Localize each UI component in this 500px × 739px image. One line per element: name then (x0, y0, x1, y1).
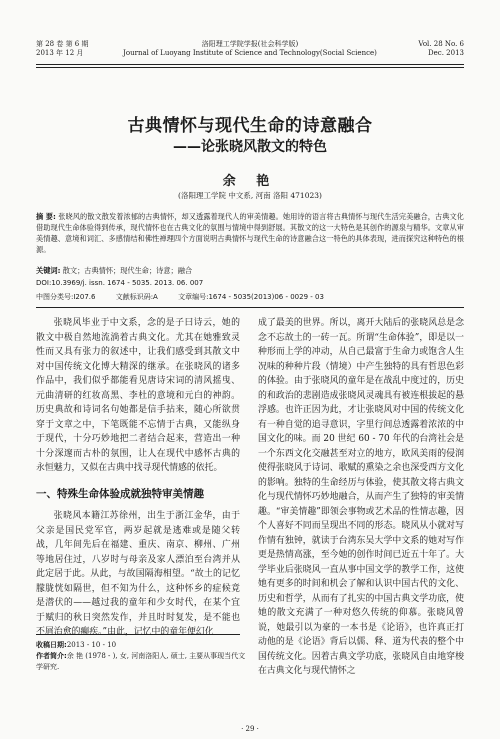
front-matter-rule (36, 307, 464, 308)
author-bio (36, 651, 246, 673)
keywords-label: 关键词: (36, 266, 61, 275)
article-number: 文章编号:1674 - 5035(2013)06 - 0029 - 03 (178, 293, 324, 301)
received-label: 收稿日期: (36, 641, 67, 649)
received-date (36, 640, 246, 651)
keywords-text: 散文；古典情怀；现代生命；诗意；融合 (62, 266, 193, 275)
intro-paragraph: 张晓风毕业于中文系，念的是子曰诗云，她的散文中极自然地流淌着古典文化。尤其在她雅致灵性而又具有张力的叙述中，让我们感受到其散文中对中国传统文化博大精深的继承。在张晓风的诸多作品中，我们似乎都能看见唐诗宋词的清风摇曳、元曲清研的红妆高黑、李杜的意境和元白的神韵。历史典故和诗词名句她都是信手拈来，随心所欲贯穿于文章之中，下笔既能不忘情于古典，又能纵身于现代，十分巧妙地把二者结合起来，营造出一种十分深邃而古朴的氛围，让人在现代中感怀古典的永恒魅力，又似在古典中找寻现代情感的依托。 (36, 318, 240, 473)
left-column-section (36, 509, 240, 640)
right-column (258, 316, 464, 679)
bio-label: 作者简介: (36, 652, 67, 660)
left-column-intro (36, 316, 240, 476)
header-rule-thick (36, 64, 464, 65)
section-paragraph: 张晓风本籍江苏徐州，出生于浙江金华，由于父亲是国民党军官，两岁起就是逃难或是随父转战，几年间先后在福建、重庆、南京、柳州、广州等地居住过，八岁时与母亲及家人漂泊至台湾并从此定居于此。从此，与故国隔海相望。“故土的记忆朦胧恍如隔世，但不知为什么，这种怀乡的症候竟是潜伏的——越过我的童年和少女时代，在某个宜于赋归的秋日突然发作，并且时时复发，是不能也不屑治愈的癫疾。”由此，记忆中的童年便幻化 (36, 511, 240, 637)
right-column-text: 成了最美的世界。所以，离开大陆后的张晓风总是念念不忘故土的一砖一瓦。所谓“生命体验”，即是以一种形而上学的冲动，从自己最富于生命力或饱含人生况味的种种片段（情境）中产生独特的具有哲思色彩的体验。由于张晓风的童年是在战乱中度过的，历史的和政治的悲剧造成张晓风灵魂具有被连根拔起的悬浮感。也许正因为此，才让张晓风对中国的传统文化有一种自觉的追寻意识，字里行间总透露着浓浓的中国文化的味。而 20 世纪 60 - 70 年代的台湾社会是一个东西文化交融甚至对立的地方，欧风美雨的侵润使得张晓风于诗词、歌赋的熏染之余也深受西方文化的影响。独特的生命经历与体验，使其散文将古典文化与现代情怀巧妙地融合，从而产生了独特的审美情趣。“审美情趣”即领会事物或艺术品的性情志趣，因个人喜好不同而呈现出不同的形态。晓风从小就对写作情有独钟，就读于台湾东吴大学中文系的她对写作更是热情高涨，至今她的创作时间已近五十年了。大学毕业后张晓风一直从事中国文学的教学工作，这使她有更多的时间和机会了解和认识中国古代的文化、历史和哲学，从而有了扎实的中国古典文学功底，使她的散文充满了一种对悠久传统的仰慕。张晓风曾说，她最引以为豪的一本书是《论语》，也许真正打动他的是《论语》背后以儒、释、道为代表的整个中国传统文化。因着古典文学功底，张晓风自由地穿梭在古典文化与现代情怀之 (258, 318, 464, 676)
bio-value: 余 艳 (1978 - ), 女, 河南洛阳人, 硕士, 主要从事现当代文学研究. (36, 652, 246, 671)
volume-issue-en (418, 40, 464, 58)
author-affiliation: (洛阳理工学院 中文系, 河南 洛阳 471023) (178, 191, 322, 200)
running-header (36, 40, 464, 66)
volume-en: Vol. 28 No. 6 (418, 40, 464, 48)
abstract-text: 张晓风的散文散发着浓郁的古典情怀，却又透露着现代人的审美情趣。她用诗的语言将古典情怀与现代生活完美融合，古典文化借助现代生命体验得到传承，现代情怀也在古典文化的氛围与情境中得到舒展。其散文的这一大特色是其创作的源泉与精华。文章从审美情趣、意境和词汇、多感情结和佛性禅理四个方面说明古典情怀与现代生命的诗意融合这一特色的具体表现，进而探究这种特色的根源。 (36, 212, 464, 254)
journal-name-cn: 洛阳理工学院学报(社会科学版) (201, 40, 299, 48)
date-en: Dec. 2013 (428, 49, 464, 57)
doi: DOI:10.3969/j. issn. 1674 - 5035. 2013. 06. 007 (36, 279, 204, 287)
date-cn: 2013 年 12 月 (36, 49, 84, 57)
clc-number: 中图分类号:I207.6 (36, 293, 96, 301)
paper-subtitle: ——论张晓风散文的特色 (173, 139, 327, 155)
author-name: 余 艳 (222, 174, 278, 189)
keywords (36, 266, 464, 276)
footnote (36, 640, 246, 673)
abstract-label: 摘 要: (36, 212, 56, 221)
document-code: 文献标识码:A (115, 293, 158, 301)
paper-title: 古典情怀与现代生命的诗意融合 (127, 116, 373, 136)
classification-line (36, 292, 464, 302)
header-rule-thin (36, 67, 464, 68)
abstract (36, 211, 464, 255)
received-value: 2013 - 10 - 10 (66, 641, 117, 649)
journal-name (36, 40, 464, 58)
footnote-rule (36, 634, 240, 635)
page-number: · 29 · (241, 725, 259, 733)
volume-cn: 第 28 卷 第 6 期 (36, 40, 89, 48)
section-heading: 一、特殊生命体验成就独特审美情趣 (36, 488, 204, 500)
journal-name-en: Journal of Luoyang Institute of Science and Technology(Social Science) (123, 49, 377, 57)
